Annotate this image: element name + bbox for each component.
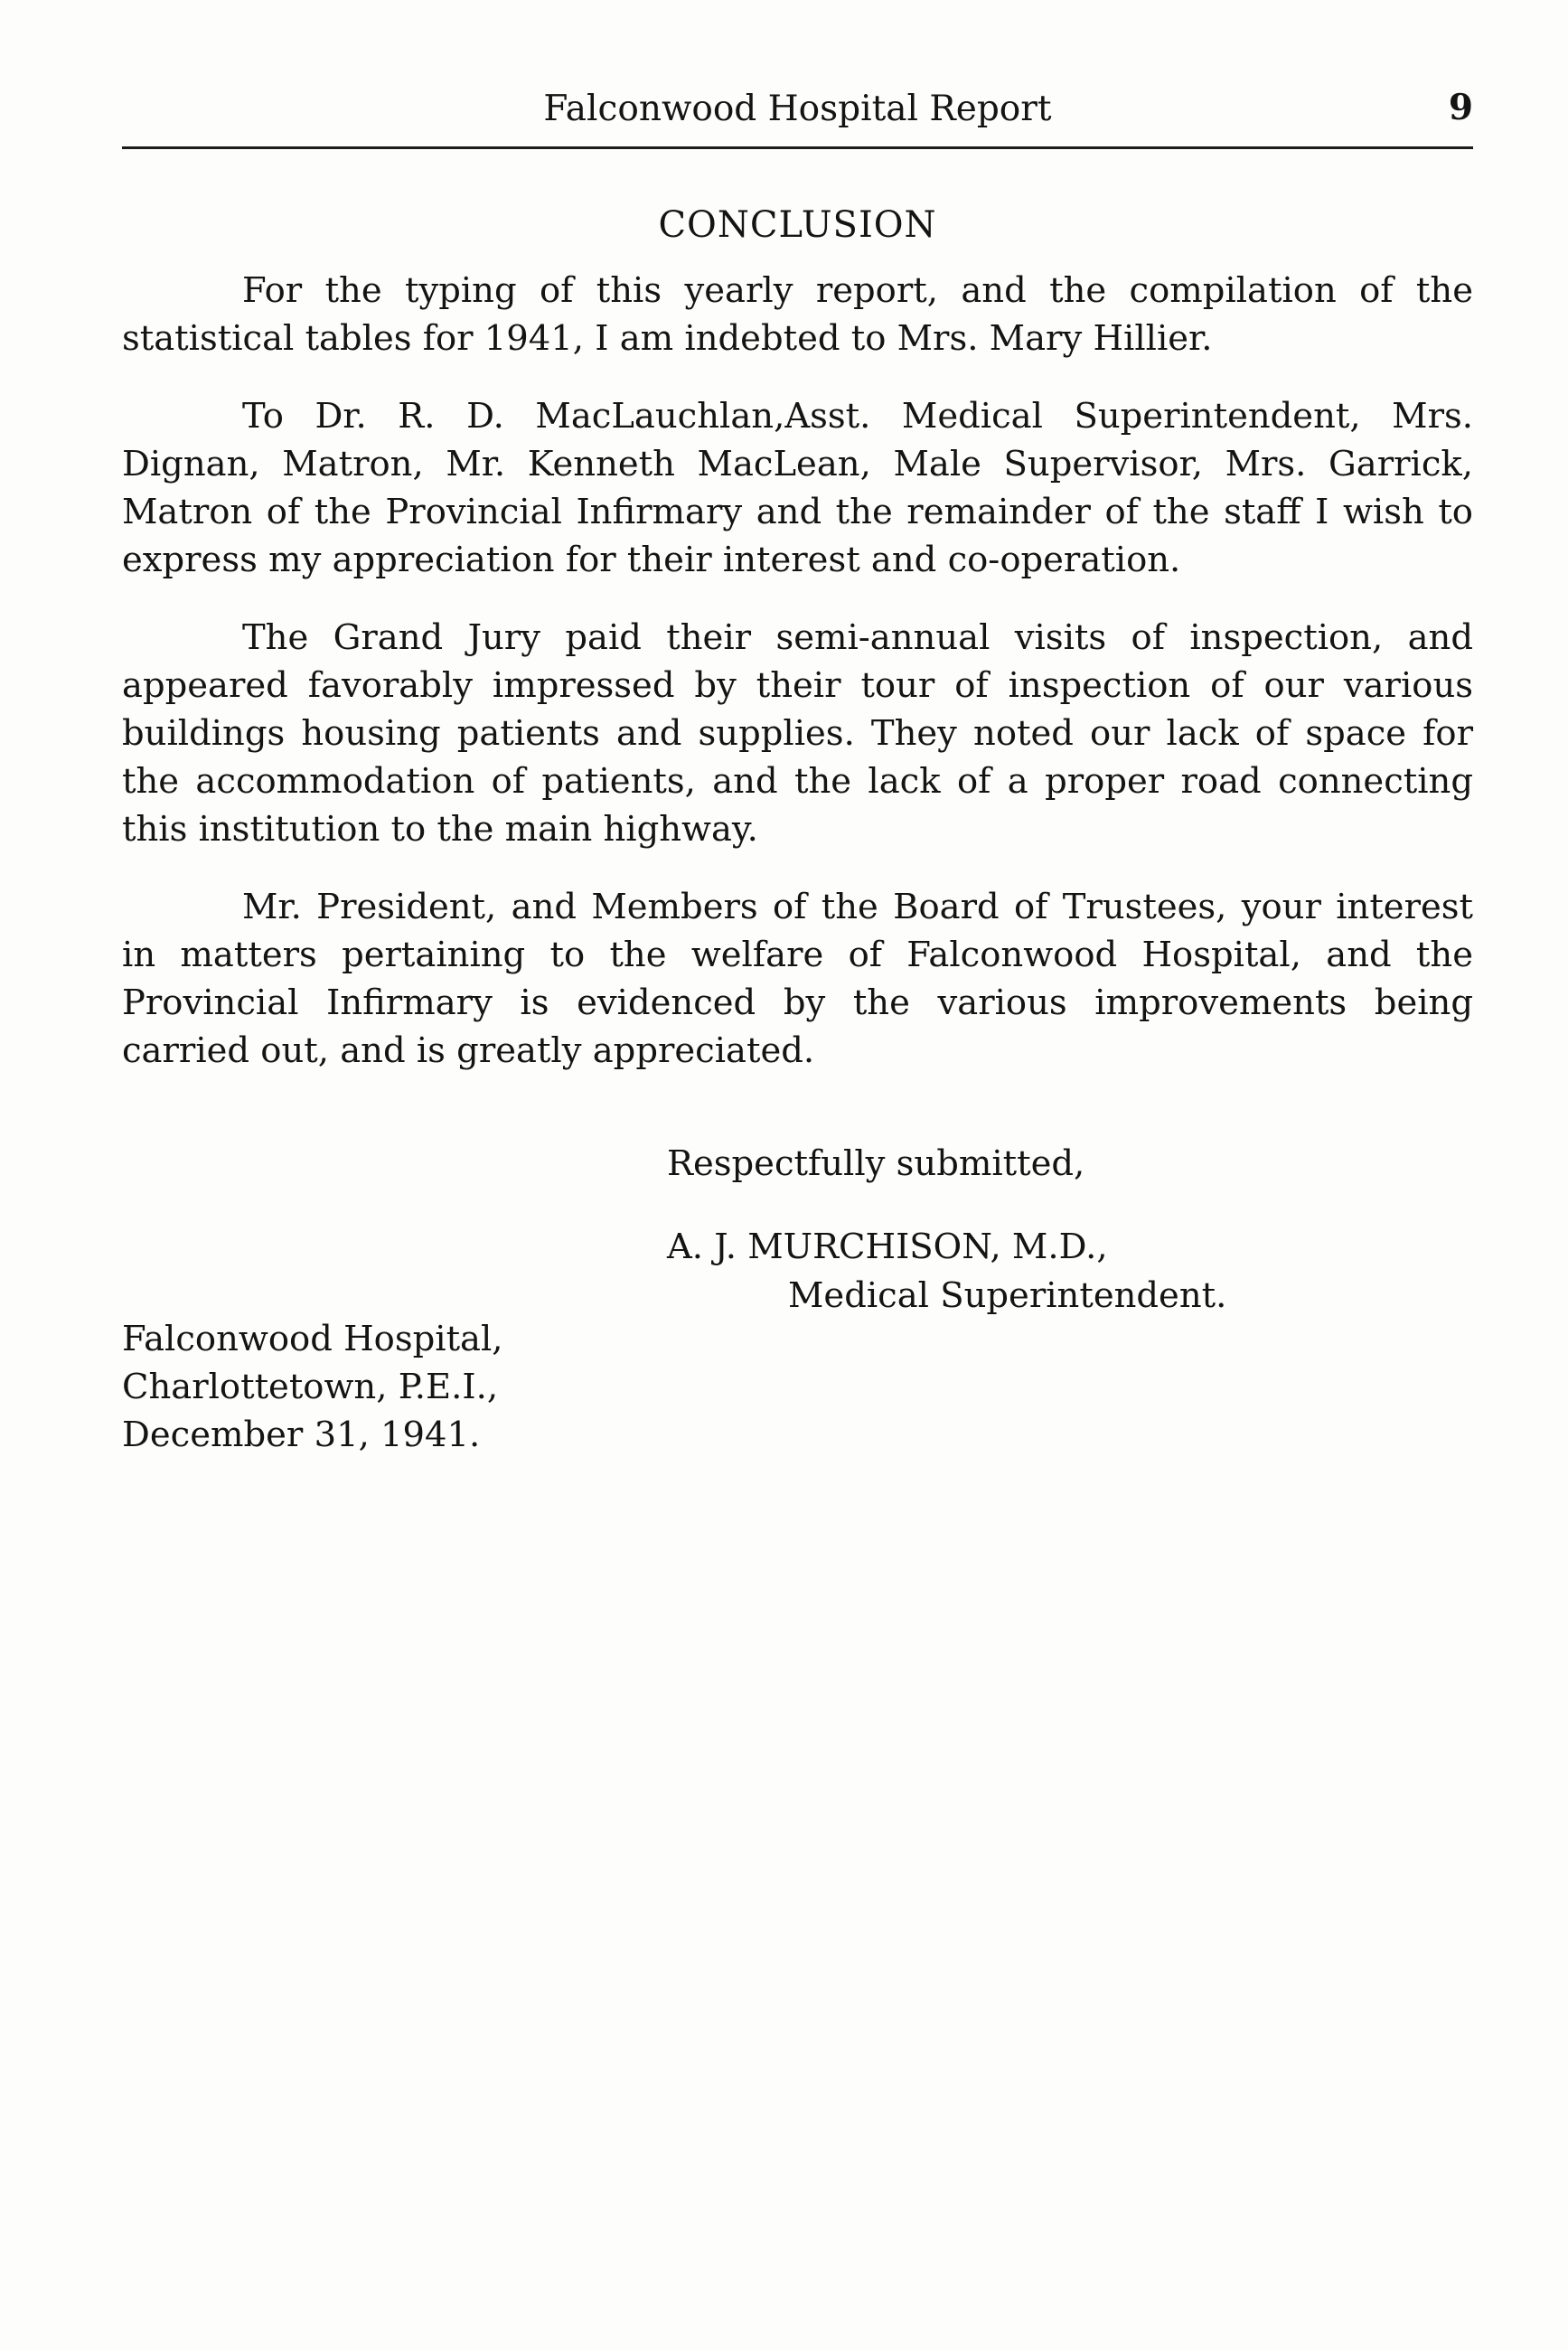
paragraph-grand-jury: The Grand Jury paid their semi-annual visits of inspection, and appeared favorably impressed by their tour of inspection of our various buildings housing patients and supplies. They noted our lack of space for the accommodation of patients, and the lack of a proper road connecting this institution to the main highway.	[122, 617, 1473, 850]
address-line-institution: Falconwood Hospital,	[122, 1319, 503, 1359]
closing-salutation: Respectfully submitted,	[667, 1143, 1085, 1184]
running-title: Falconwood Hospital Report	[543, 89, 1052, 129]
report-body	[122, 267, 1473, 1104]
section-heading: CONCLUSION	[658, 204, 937, 246]
address-block	[122, 1315, 503, 1459]
running-header	[122, 83, 1473, 149]
page-number: 9	[1448, 87, 1473, 128]
signatory-title: Medical Superintendent.	[788, 1275, 1227, 1316]
address-line-date: December 31, 1941.	[122, 1415, 481, 1455]
address-line-city: Charlottetown, P.E.I.,	[122, 1367, 499, 1407]
signatory-name: A. J. MURCHISON, M.D.,	[667, 1227, 1108, 1267]
paragraph-acknowledgement-staff: To Dr. R. D. MacLauchlan,Asst. Medical Superintendent, Mrs. Dignan, Matron, Mr. Kenneth MacLean, Male Supervisor, Mrs. Garrick, Matron of the Provincial Infirmary and the remainder of the staff I wish to express my appreciation for their interest and co-operation.	[122, 396, 1473, 580]
paragraph-acknowledgement-typing: For the typing of this yearly report, and the compilation of the statistical tables for 1941, I am indebted to Mrs. Mary Hillier.	[122, 270, 1473, 359]
paragraph-board-of-trustees: Mr. President, and Members of the Board of Trustees, your interest in matters pertaining to the welfare of Falconwood Hospital, and the Provincial Infirmary is evidenced by the various improvements being carried out, and is greatly appreciated.	[122, 887, 1473, 1071]
